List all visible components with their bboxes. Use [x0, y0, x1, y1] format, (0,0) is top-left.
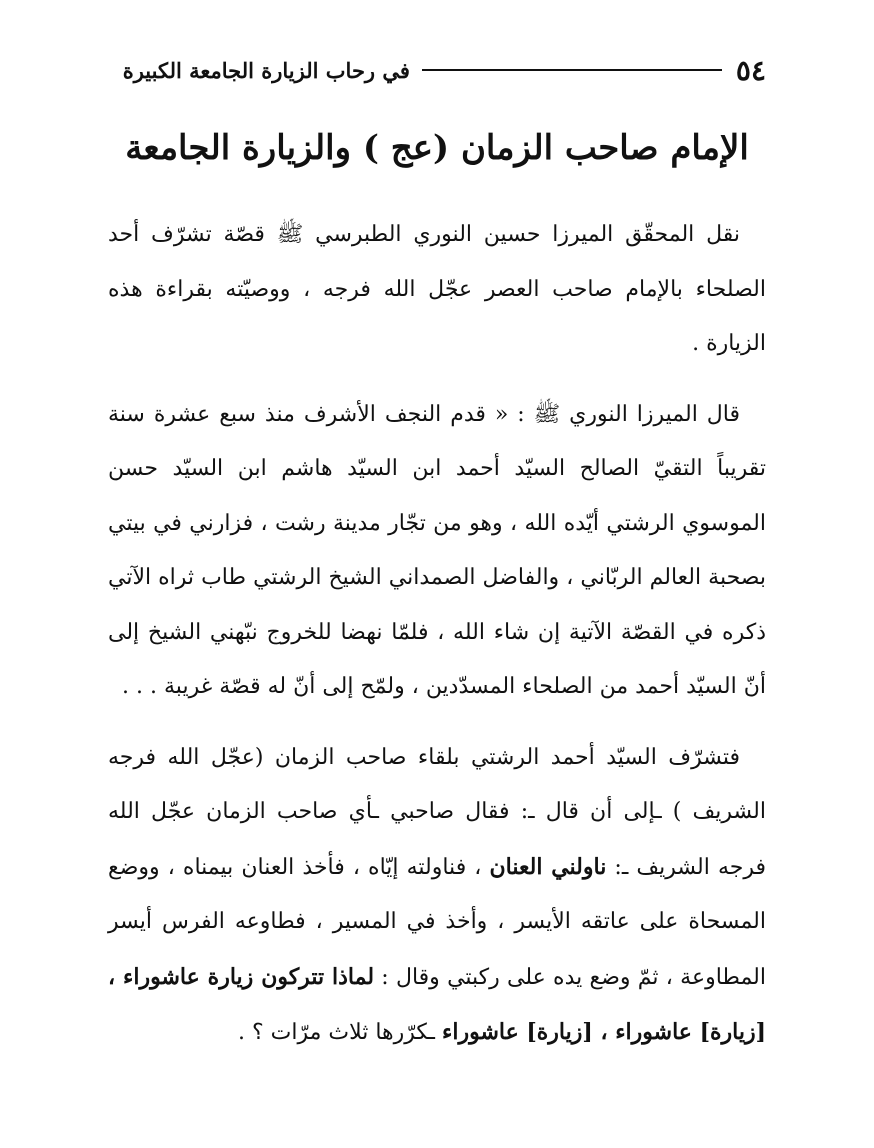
paragraph-3-quote-ashura: لماذا تتركون زيارة عاشوراء ، [زيارة] عاشوراء ، [زيارة] عاشوراء: [108, 963, 766, 1045]
paragraph-3-text-c: ، فناولته إيّاه ، فأخذ العنان بيمناه ، ووضع المسحاة على عاتقه الأيسر ، وأخذ في المسير ، فطاوعه الفرس أيسر المطاوعة ، ثمّ وضع يده على ركبتي وقال :: [108, 854, 766, 990]
paragraph-3-text-a: فتشرّف السيّد أحمد الرشتي بلقاء صاحب الزمان (عجّل الله فرجه الشريف ) ـإلى أن قال ـ: فقال صاحبي ـأي صاحب الزمان عجّل الله فرجه الشريف ـ:: [108, 744, 767, 880]
running-header: [108, 50, 766, 90]
running-title: في رحاب الزيارة الجامعة الكبيرة: [122, 57, 410, 83]
paragraph-3: [108, 731, 766, 1061]
paragraph-3-quote-reins: ناولني العنان: [489, 853, 607, 880]
paragraph-3-text-e: ـكرّرها ثلاث مرّات ؟ .: [237, 1020, 442, 1045]
page-number: ٥٤: [735, 53, 766, 87]
chapter-title: الإمام صاحب الزمان (عج ) والزيارة الجامعة: [125, 128, 749, 168]
paragraph-2: قال الميرزا النوري ﷺ : « قدم النجف الأشرف منذ سبع عشرة سنة تقريباً التقيّ الصالح السيّد أحمد ابن السيّد هاشم ابن السيّد حسن الموسوي الرشتي أيّده الله ، وهو من تجّار مدينة رشت ، فزارني في بيتي بصحبة العالم الربّاني ، والفاضل الصمداني الشيخ الرشتي طاب ثراه الآتي ذكره في القصّة الآتية إن شاء الله ، فلمّا نهضا للخروج نبّهني الشيخ إلى أنّ السيّد أحمد من الصلحاء المسدّدين ، ولمّح إلى أنّ له قصّة غريبة . . .: [108, 401, 766, 699]
paragraph-1: نقل المحقّق الميرزا حسين النوري الطبرسي ﷺ قصّة تشرّف أحد الصلحاء بالإمام صاحب العصر عجّل الله فرجه ، ووصيّته بقراءة هذه الزيارة .: [108, 222, 766, 356]
header-rule: [422, 69, 722, 71]
body-text: [108, 208, 766, 1061]
